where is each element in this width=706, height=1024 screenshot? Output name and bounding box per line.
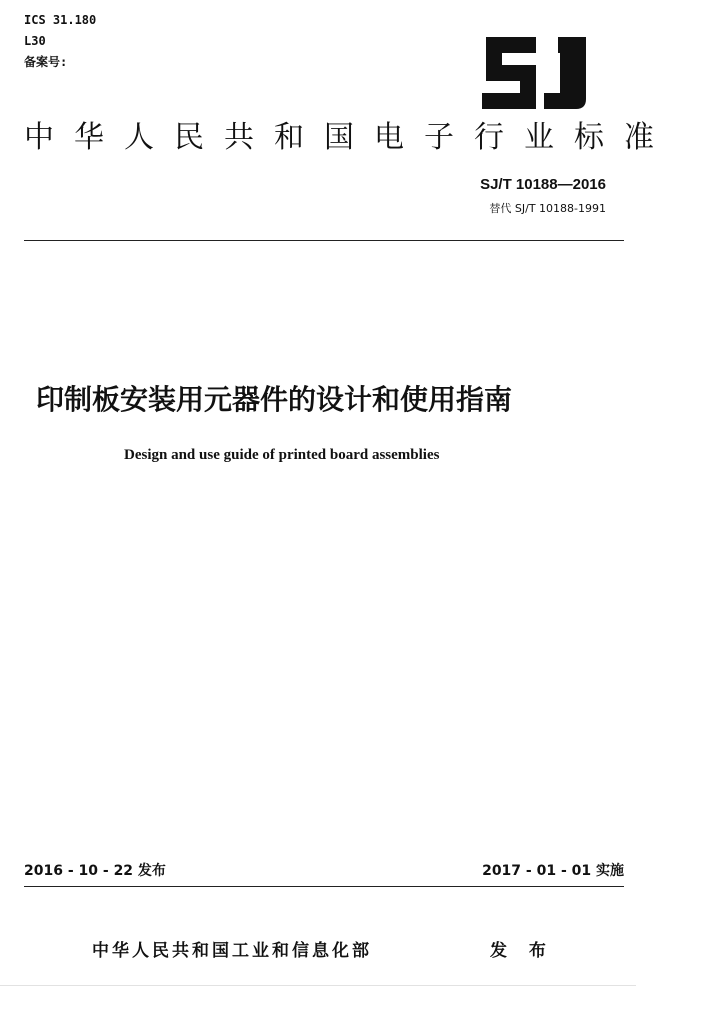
issue-date: 2016 - 10 - 22 发布 [24, 863, 166, 879]
logo-letter-j [544, 37, 586, 109]
industry-standard-title: 中华人民共和国电子行业标准 [24, 120, 674, 155]
publishing-authority: 中华人民共和国工业和信息化部 [92, 941, 372, 961]
ccs-code: L30 [24, 34, 46, 48]
implementation-date: 2017 - 01 - 01 实施 [482, 863, 624, 879]
logo-text: SJ [534, 109, 535, 110]
footer-divider [24, 886, 624, 887]
replaced-standard: 替代 SJ/T 10188-1991 [489, 202, 606, 215]
logo-letter-s [482, 37, 536, 109]
standard-code: SJ/T 10188—2016 [480, 176, 606, 193]
publish-label: 发 布 [490, 941, 554, 961]
header-divider [24, 240, 624, 241]
page-bottom-edge [0, 985, 636, 986]
document-title-english: Design and use guide of printed board assemblies [124, 447, 440, 463]
sj-logo [478, 33, 590, 113]
filing-number-label: 备案号: [24, 55, 68, 69]
ics-code: ICS 31.180 [24, 13, 97, 27]
cover-meta-block [24, 10, 96, 73]
document-title-chinese: 印制板安装用元器件的设计和使用指南 [36, 383, 513, 416]
